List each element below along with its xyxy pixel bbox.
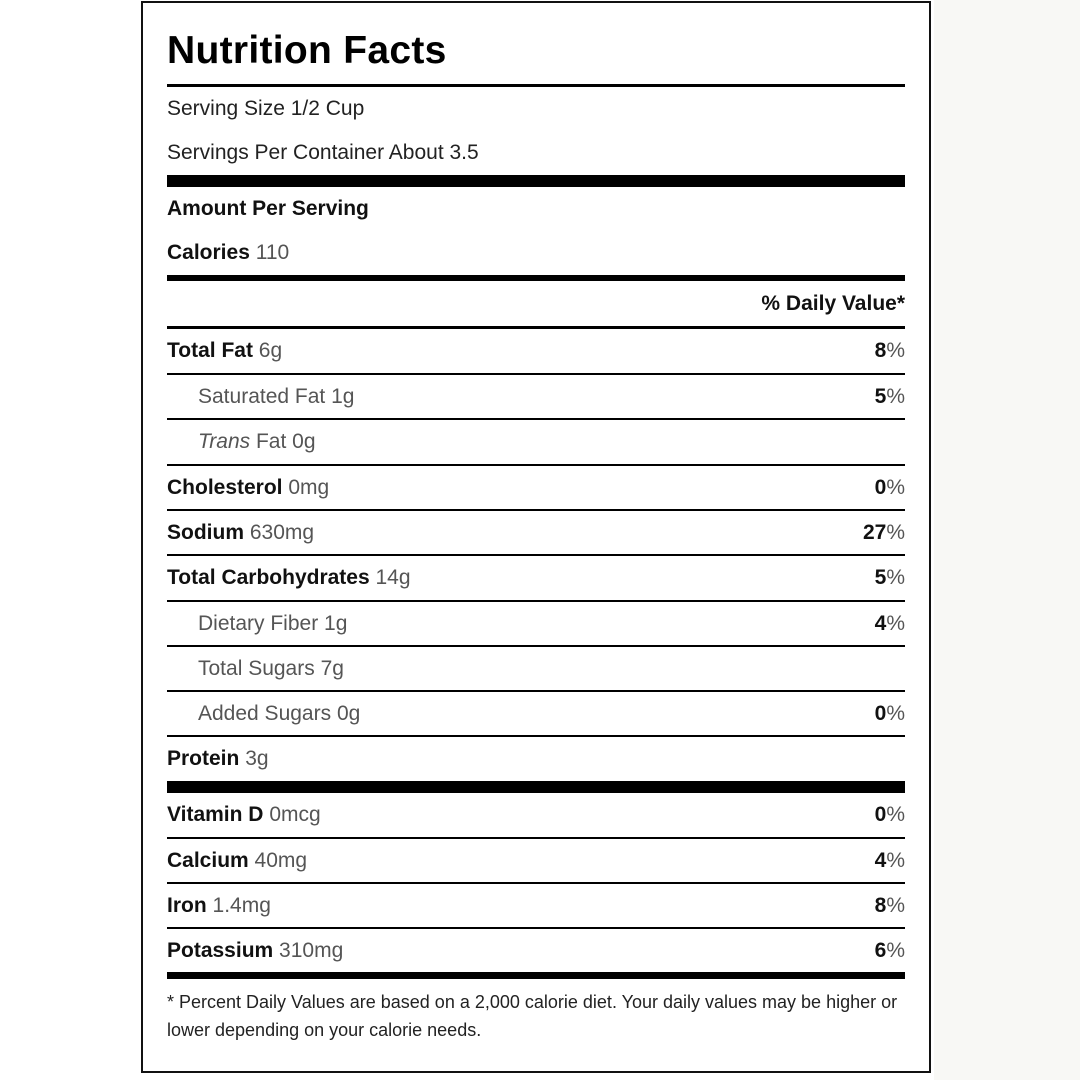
nutrient-name: Dietary Fiber: [198, 612, 319, 635]
nutrient-amount: 7g: [320, 657, 344, 680]
percent-symbol: %: [886, 612, 905, 635]
nutrient-name: Total Sugars: [198, 657, 315, 680]
vitamin-row-potassium: [167, 929, 905, 973]
nutrient-row-dietary-fiber: [167, 602, 905, 646]
nutrient-percent: 27: [862, 521, 887, 544]
nutrient-amount: 6g: [258, 339, 283, 362]
daily-value-header: % Daily Value*: [761, 292, 905, 315]
nutrient-name: Total Fat: [167, 339, 253, 362]
nutrient-amount: 1g: [324, 612, 348, 635]
nutrient-amount: 0g: [336, 702, 361, 725]
nutrient-row-saturated-fat: [167, 375, 905, 419]
percent-symbol: %: [886, 476, 905, 499]
calories-row: [167, 231, 905, 275]
nutrient-percent: 5: [874, 385, 887, 408]
vitamin-row-vitamin-d: [167, 793, 905, 837]
nutrient-amount: 630mg: [249, 521, 315, 544]
nutrient-row-sodium: [167, 511, 905, 555]
daily-value-footnote: * Percent Daily Values are based on a 2,000 calorie diet. Your daily values may be higher or lower depending on your calorie needs.: [167, 992, 898, 1040]
amount-per-serving-row: [167, 187, 905, 231]
percent-symbol: %: [886, 702, 905, 725]
nutrient-amount: 0g: [292, 430, 316, 453]
vitamin-amount: 1.4mg: [212, 894, 271, 917]
vitamin-percent: 6: [874, 939, 887, 962]
percent-symbol: %: [886, 521, 905, 544]
vitamin-name: Calcium: [167, 849, 249, 872]
nutrient-name: Saturated Fat: [198, 385, 326, 408]
nutrient-name: Sodium: [167, 521, 244, 544]
percent-symbol: %: [886, 803, 905, 826]
nutrient-percent: 0: [874, 702, 887, 725]
nutrient-name: Fat: [255, 430, 287, 453]
nutrient-amount: 3g: [245, 747, 269, 770]
nutrient-percent: 4: [874, 612, 887, 635]
vitamin-name: Vitamin D: [167, 803, 264, 826]
nutrient-name: Total Carbohydrates: [167, 566, 370, 589]
percent-symbol: %: [886, 566, 905, 589]
nutrient-percent: 0: [874, 476, 887, 499]
nutrient-name-italic: Trans: [198, 430, 251, 453]
nutrient-amount: 1g: [331, 385, 355, 408]
vitamin-amount: 40mg: [254, 849, 308, 872]
servings-per-container-row: [167, 131, 905, 175]
percent-symbol: %: [886, 385, 905, 408]
nutrient-row-cholesterol: [167, 466, 905, 510]
percent-symbol: %: [886, 939, 905, 962]
medium-rule-calories: [167, 275, 905, 281]
vitamin-amount: 310mg: [279, 939, 344, 962]
vitamin-amount: 0mcg: [269, 803, 321, 826]
calories-label: Calories: [167, 241, 250, 264]
percent-symbol: %: [886, 849, 905, 872]
nutrient-row-trans-fat: [167, 420, 905, 464]
vitamin-percent: 8: [874, 894, 887, 917]
label-title: Nutrition Facts: [167, 29, 447, 72]
nutrient-row-total-fat: [167, 329, 905, 373]
daily-value-header-row: [167, 282, 905, 326]
background-left: [0, 0, 140, 1080]
nutrient-row-total-carbohydrates: [167, 556, 905, 600]
calories-value: 110: [255, 241, 290, 264]
vitamin-name: Iron: [167, 894, 207, 917]
amount-per-serving: Amount Per Serving: [167, 197, 369, 220]
nutrient-name: Added Sugars: [198, 702, 332, 725]
percent-symbol: %: [886, 894, 905, 917]
servings-per-container: Servings Per Container About 3.5: [167, 141, 479, 164]
nutrition-label: [141, 1, 931, 1073]
nutrient-percent: 8: [874, 339, 887, 362]
vitamin-percent: 4: [874, 849, 887, 872]
thick-rule-protein: [167, 781, 905, 793]
nutrient-row-total-sugars: [167, 647, 905, 691]
nutrient-amount: 0mg: [288, 476, 330, 499]
serving-size: Serving Size 1/2 Cup: [167, 97, 365, 120]
nutrient-name: Protein: [167, 747, 240, 770]
thick-rule-servings: [167, 175, 905, 187]
nutrient-row-added-sugars: [167, 692, 905, 736]
vitamin-row-calcium: [167, 839, 905, 883]
vitamin-row-iron: [167, 884, 905, 928]
background-right: [934, 0, 1080, 1080]
nutrient-amount: 14g: [375, 566, 411, 589]
percent-symbol: %: [886, 339, 905, 362]
vitamin-name: Potassium: [167, 939, 274, 962]
serving-size-row: [167, 87, 905, 131]
medium-rule-footer: [167, 972, 905, 979]
nutrient-name: Cholesterol: [167, 476, 283, 499]
vitamin-percent: 0: [874, 803, 887, 826]
nutrient-percent: 5: [874, 566, 887, 589]
nutrient-row-protein: [167, 737, 905, 781]
